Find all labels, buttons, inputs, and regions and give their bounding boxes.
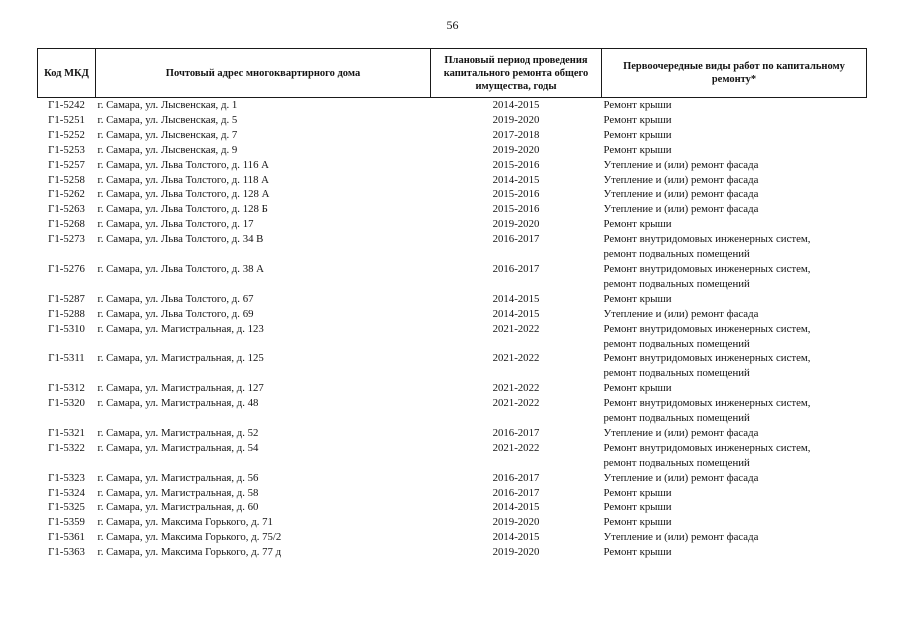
work-line: ремонт подвальных помещений — [603, 337, 750, 350]
cell-address: г. Самара, ул. Магистральная, д. 123 — [97, 322, 264, 335]
cell-code: Г1-5320 — [48, 397, 85, 410]
cell-period: 2021-2022 — [492, 441, 540, 454]
header-code: Код МКД — [38, 49, 96, 98]
cell-address: г. Самара, ул. Льва Толстого, д. 17 — [97, 218, 254, 231]
cell-address: г. Самара, ул. Льва Толстого, д. 118 А — [97, 173, 269, 186]
work-line: Ремонт внутридомовых инженерных систем, — [603, 397, 811, 410]
work-line: ремонт подвальных помещений — [603, 412, 750, 425]
cell-address: г. Самара, ул. Магистральная, д. 125 — [97, 352, 264, 365]
table-row — [38, 545, 867, 560]
table-row — [38, 217, 867, 232]
cell-period: 2017-2018 — [492, 128, 540, 141]
cell-period: 2019-2020 — [492, 516, 540, 529]
cell-address: г. Самара, ул. Льва Толстого, д. 67 — [97, 292, 254, 305]
work-line: ремонт подвальных помещений — [603, 248, 750, 261]
cell-code: Г1-5363 — [48, 546, 85, 559]
work-line: Ремонт внутридомовых инженерных систем, — [603, 233, 811, 246]
table-row — [38, 158, 867, 173]
cell-period: 2014-2015 — [492, 173, 540, 186]
work-line: Утепление и (или) ремонт фасада — [603, 188, 759, 201]
work-line: ремонт подвальных помещений — [603, 277, 750, 290]
cell-period: 2016-2017 — [492, 233, 540, 246]
cell-period: 2014-2015 — [492, 307, 540, 320]
table-row — [38, 396, 867, 426]
table-row — [38, 381, 867, 396]
cell-address: г. Самара, ул. Льва Толстого, д. 69 — [97, 307, 254, 320]
cell-address: г. Самара, ул. Магистральная, д. 58 — [97, 486, 259, 499]
work-line: Утепление и (или) ремонт фасада — [603, 531, 759, 544]
cell-address: г. Самара, ул. Лысвенская, д. 5 — [97, 113, 238, 126]
work-line: Ремонт крыши — [603, 546, 672, 559]
work-line: Ремонт крыши — [603, 99, 672, 111]
work-line: Ремонт внутридомовых инженерных систем, — [603, 322, 811, 335]
cell-address: г. Самара, ул. Льва Толстого, д. 38 А — [97, 262, 264, 275]
cell-address: г. Самара, ул. Льва Толстого, д. 116 А — [97, 158, 269, 171]
cell-code: Г1-5310 — [48, 322, 85, 335]
cell-code: Г1-5322 — [48, 441, 85, 454]
cell-address: г. Самара, ул. Лысвенская, д. 1 — [97, 99, 238, 111]
cell-period: 2021-2022 — [492, 352, 540, 365]
table-row — [38, 128, 867, 143]
work-line: ремонт подвальных помещений — [603, 367, 750, 380]
cell-code: Г1-5312 — [48, 382, 85, 395]
cell-work — [602, 113, 867, 128]
work-line: Утепление и (или) ремонт фасада — [603, 426, 759, 439]
work-line: Утепление и (или) ремонт фасада — [603, 158, 759, 171]
cell-period: 2014-2015 — [492, 292, 540, 305]
work-line: Утепление и (или) ремонт фасада — [603, 307, 759, 320]
work-line: Ремонт крыши — [603, 292, 672, 305]
table-body — [38, 98, 867, 561]
cell-address: г. Самара, ул. Максима Горького, д. 75/2 — [97, 531, 282, 544]
work-line: Ремонт крыши — [603, 143, 672, 156]
table-row — [38, 307, 867, 322]
cell-address: г. Самара, ул. Льва Толстого, д. 128 Б — [97, 203, 268, 216]
header-period: Плановый период проведения капитального ремонта общего имущества, годы — [431, 49, 602, 98]
cell-work — [602, 143, 867, 158]
work-line: Ремонт крыши — [603, 516, 672, 529]
table-row — [38, 441, 867, 471]
cell-address: г. Самара, ул. Магистральная, д. 48 — [97, 397, 259, 410]
cell-address: г. Самара, ул. Лысвенская, д. 9 — [97, 143, 238, 156]
cell-period: 2014-2015 — [492, 531, 540, 544]
cell-work — [602, 545, 867, 560]
cell-address: г. Самара, ул. Магистральная, д. 56 — [97, 471, 259, 484]
work-line: Ремонт внутридомовых инженерных систем, — [603, 352, 811, 365]
cell-work — [602, 232, 867, 262]
cell-code: Г1-5323 — [48, 471, 85, 484]
table-row — [38, 143, 867, 158]
cell-address: г. Самара, ул. Магистральная, д. 52 — [97, 426, 259, 439]
table-row — [38, 351, 867, 381]
cell-address: г. Самара, ул. Лысвенская, д. 7 — [97, 128, 238, 141]
cell-period: 2019-2020 — [492, 546, 540, 559]
work-line: Ремонт крыши — [603, 486, 672, 499]
cell-work — [602, 351, 867, 381]
table-row — [38, 232, 867, 262]
cell-code: Г1-5268 — [48, 218, 85, 231]
cell-work — [602, 441, 867, 471]
cell-work — [602, 381, 867, 396]
table-row — [38, 426, 867, 441]
cell-period: 2014-2015 — [492, 501, 540, 514]
table-row — [38, 515, 867, 530]
cell-period: 2016-2017 — [492, 486, 540, 499]
cell-code: Г1-5287 — [48, 292, 85, 305]
table-row — [38, 322, 867, 352]
table-row — [38, 530, 867, 545]
cell-code: Г1-5288 — [48, 307, 85, 320]
work-line: Ремонт крыши — [603, 501, 672, 514]
cell-code: Г1-5257 — [48, 158, 85, 171]
table-row — [38, 292, 867, 307]
cell-code: Г1-5359 — [48, 516, 85, 529]
table-row — [38, 173, 867, 188]
work-line: Утепление и (или) ремонт фасада — [603, 471, 759, 484]
cell-work — [602, 515, 867, 530]
cell-code: Г1-5262 — [48, 188, 85, 201]
cell-work — [602, 98, 867, 113]
cell-work — [602, 262, 867, 292]
cell-work — [602, 128, 867, 143]
repair-plan-table — [37, 48, 867, 560]
work-line: Ремонт внутридомовых инженерных систем, — [603, 262, 811, 275]
page-number: 56 — [446, 18, 459, 32]
cell-period: 2015-2016 — [492, 188, 540, 201]
table-row — [38, 187, 867, 202]
table-row — [38, 202, 867, 217]
cell-code: Г1-5251 — [48, 113, 85, 126]
cell-work — [602, 471, 867, 486]
work-line: Утепление и (или) ремонт фасада — [603, 203, 759, 216]
cell-code: Г1-5276 — [48, 262, 85, 275]
work-line: ремонт подвальных помещений — [603, 456, 750, 469]
cell-work — [602, 426, 867, 441]
cell-code: Г1-5324 — [48, 486, 85, 499]
work-line: Ремонт крыши — [603, 128, 672, 141]
cell-work — [602, 322, 867, 352]
table-row — [38, 113, 867, 128]
cell-work — [602, 292, 867, 307]
cell-period: 2021-2022 — [492, 382, 540, 395]
cell-work — [602, 530, 867, 545]
cell-code: Г1-5253 — [48, 143, 85, 156]
cell-work — [602, 307, 867, 322]
table-row — [38, 471, 867, 486]
table-row — [38, 262, 867, 292]
cell-address: г. Самара, ул. Магистральная, д. 54 — [97, 441, 259, 454]
cell-code: Г1-5252 — [48, 128, 85, 141]
cell-address: г. Самара, ул. Максима Горького, д. 71 — [97, 516, 273, 529]
cell-work — [602, 486, 867, 501]
work-line: Утепление и (или) ремонт фасада — [603, 173, 759, 186]
cell-period: 2015-2016 — [492, 158, 540, 171]
work-line: Ремонт внутридомовых инженерных систем, — [603, 441, 811, 454]
cell-period: 2019-2020 — [492, 218, 540, 231]
cell-code: Г1-5361 — [48, 531, 85, 544]
cell-work — [602, 500, 867, 515]
cell-address: г. Самара, ул. Льва Толстого, д. 128 А — [97, 188, 270, 201]
cell-period: 2019-2020 — [492, 113, 540, 126]
cell-work — [602, 396, 867, 426]
cell-period: 2021-2022 — [492, 322, 540, 335]
table-header-row — [38, 49, 867, 98]
cell-address: г. Самара, ул. Магистральная, д. 127 — [97, 382, 264, 395]
cell-code: Г1-5325 — [48, 501, 85, 514]
cell-address: г. Самара, ул. Максима Горького, д. 77 д — [97, 546, 282, 559]
cell-period: 2021-2022 — [492, 397, 540, 410]
cell-period: 2014-2015 — [492, 99, 540, 111]
cell-period: 2016-2017 — [492, 262, 540, 275]
cell-work — [602, 173, 867, 188]
cell-address: г. Самара, ул. Магистральная, д. 60 — [97, 501, 259, 514]
cell-code: Г1-5311 — [48, 352, 85, 365]
cell-address: г. Самара, ул. Льва Толстого, д. 34 В — [97, 233, 264, 246]
table-row — [38, 500, 867, 515]
cell-code: Г1-5273 — [48, 233, 85, 246]
cell-work — [602, 202, 867, 217]
cell-code: Г1-5321 — [48, 426, 85, 439]
cell-work — [602, 187, 867, 202]
cell-work — [602, 217, 867, 232]
cell-code: Г1-5263 — [48, 203, 85, 216]
header-work: Первоочередные виды работ по капитальному ремонту* — [602, 49, 867, 98]
cell-period: 2019-2020 — [492, 143, 540, 156]
cell-work — [602, 158, 867, 173]
work-line: Ремонт крыши — [603, 382, 672, 395]
table-row — [38, 486, 867, 501]
cell-period: 2016-2017 — [492, 426, 540, 439]
work-line: Ремонт крыши — [603, 218, 672, 231]
header-address: Почтовый адрес многоквартирного дома — [96, 49, 431, 98]
cell-period: 2016-2017 — [492, 471, 540, 484]
cell-code: Г1-5258 — [48, 173, 85, 186]
cell-period: 2015-2016 — [492, 203, 540, 216]
table-row — [38, 98, 867, 113]
cell-code: Г1-5242 — [48, 99, 85, 111]
work-line: Ремонт крыши — [603, 113, 672, 126]
